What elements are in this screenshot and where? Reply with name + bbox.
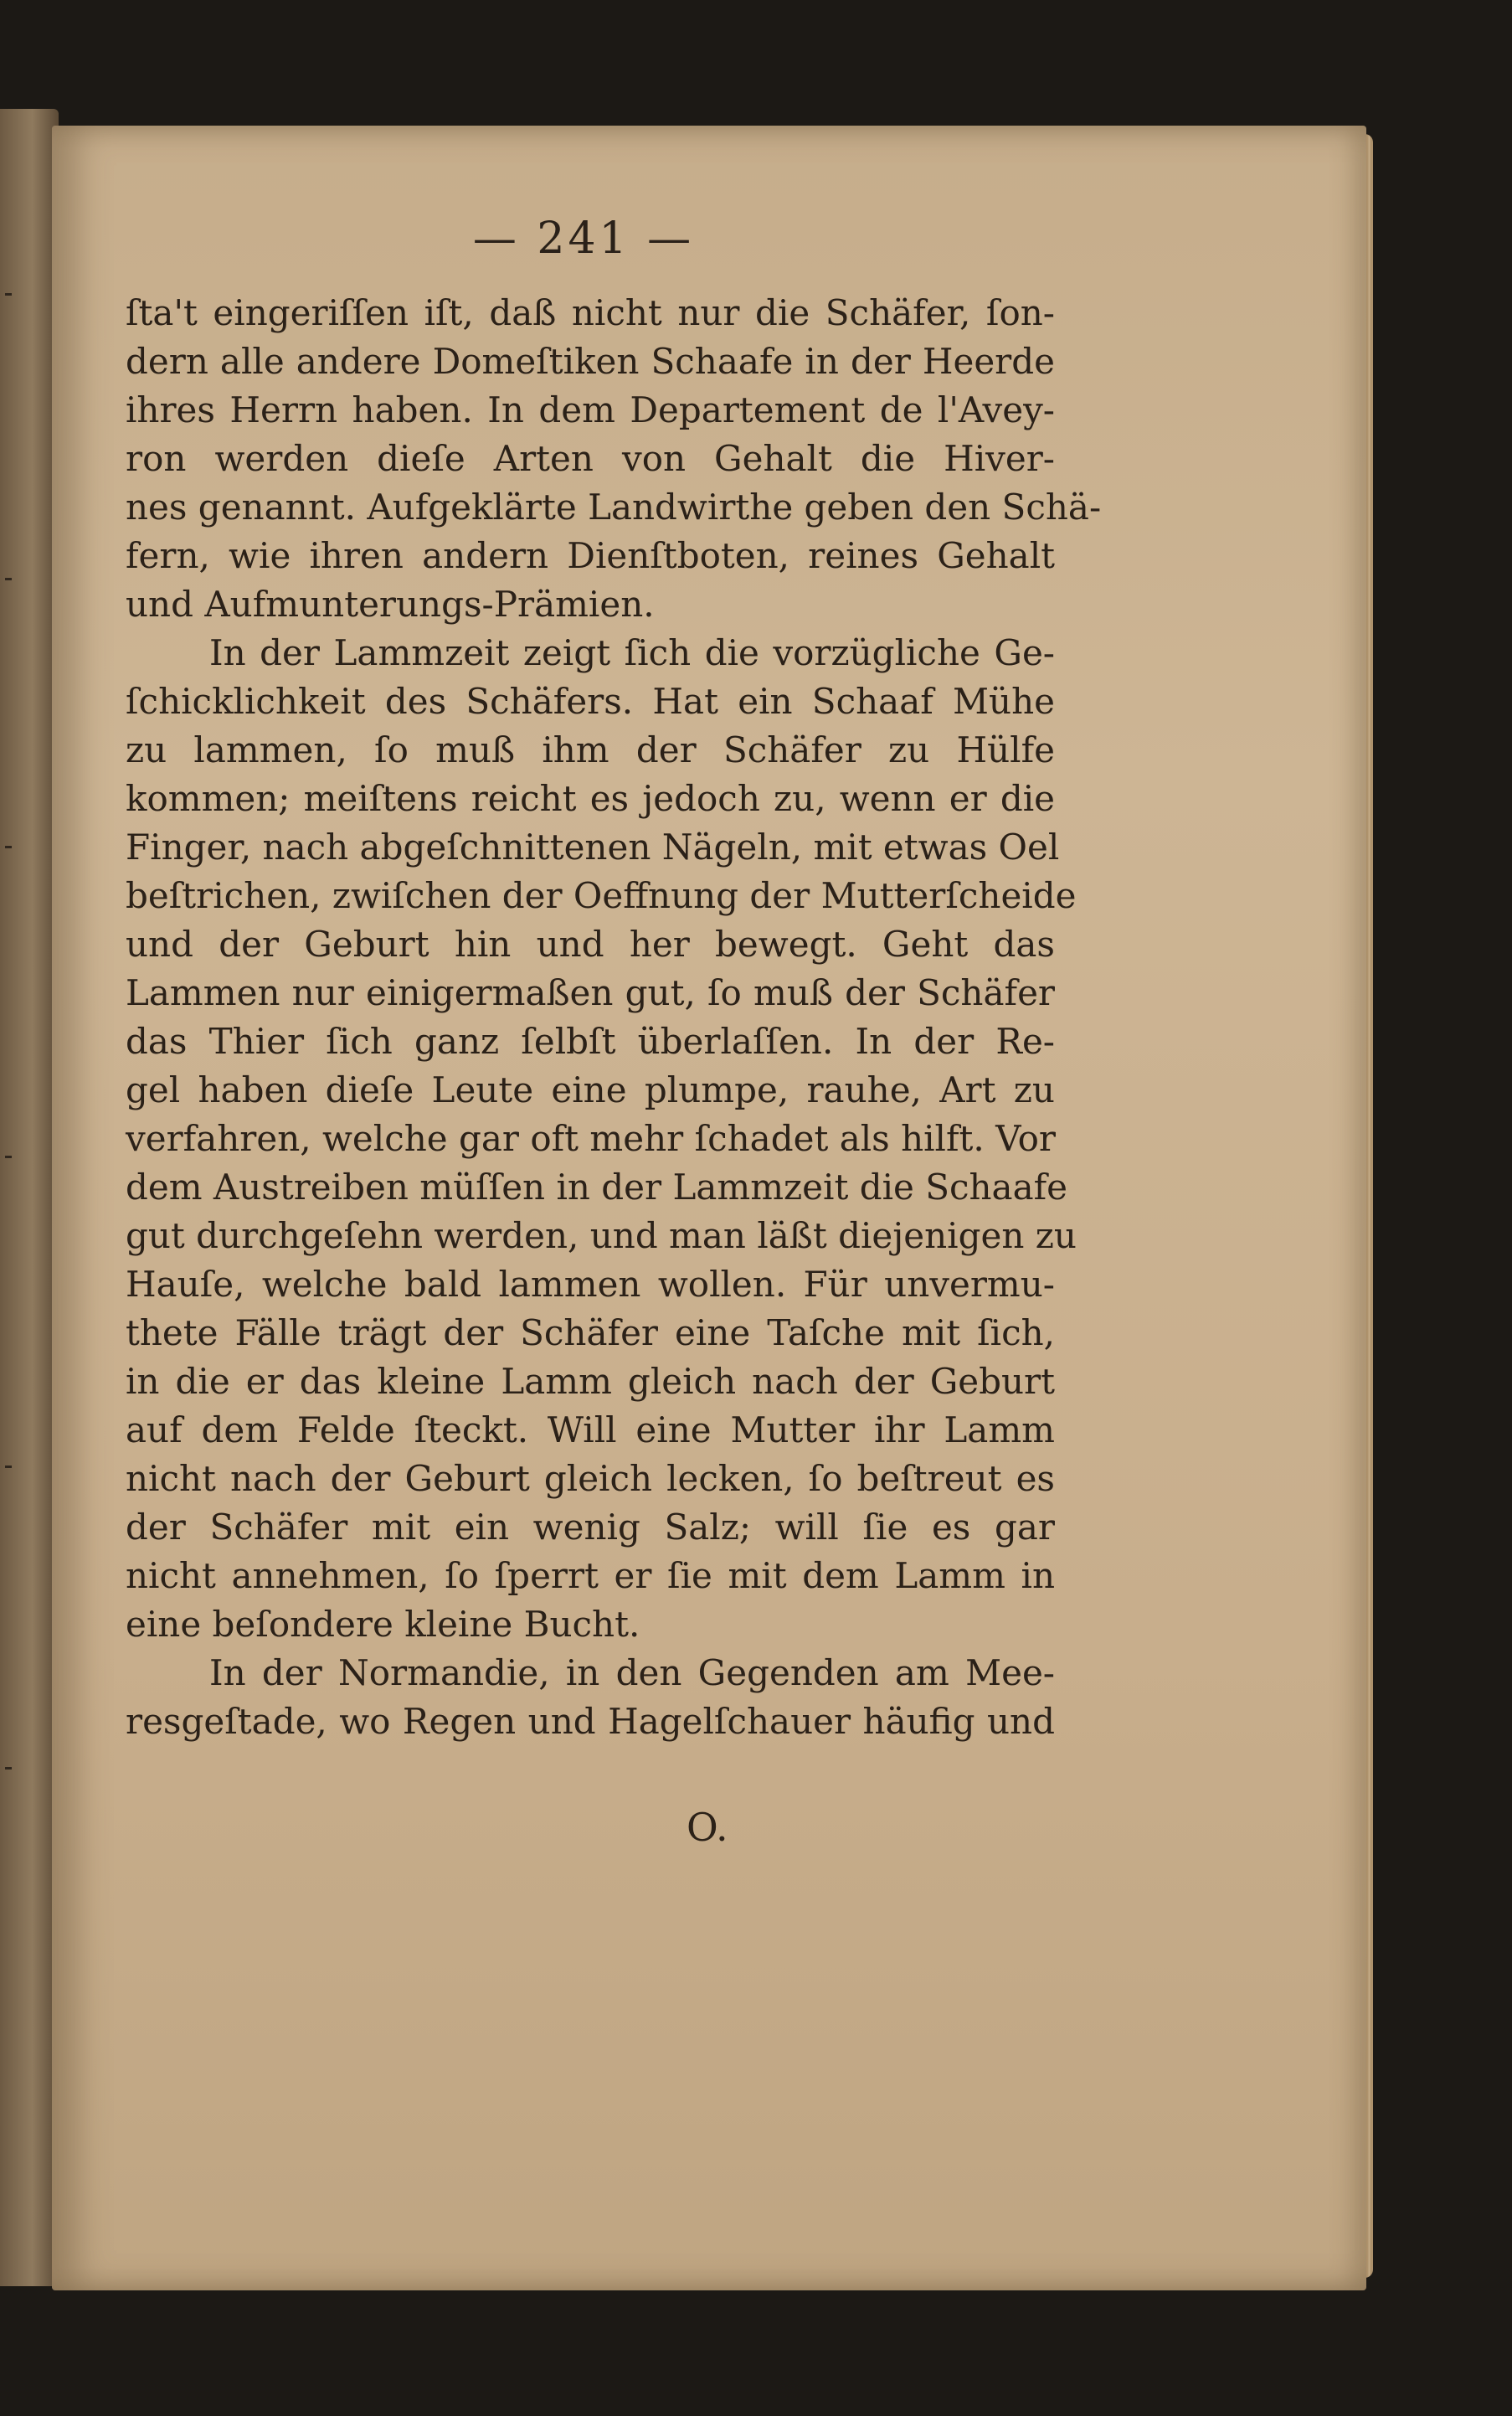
- text-line: nes genannt. Aufgeklärte Landwirthe geben den Schä-: [126, 487, 1102, 528]
- text-line: resgeſtade, wo Regen und Hagelſchauer häufig und: [126, 1701, 1055, 1742]
- text-line: und Aufmunterungs-Prämien.: [126, 584, 655, 625]
- text-line: gut durchgeſehn werden, und man läßt diejenigen zu: [126, 1215, 1077, 1256]
- text-line: fern, wie ihren andern Dienſtboten, reines Gehalt: [126, 535, 1055, 576]
- edge-mark: [5, 846, 12, 848]
- text-line: der Schäfer mit ein wenig Salz; will ſie es gar: [126, 1507, 1055, 1548]
- text-line: kommen; meiſtens reicht es jedoch zu, wenn er die: [126, 778, 1055, 819]
- text-line: beſtrichen, zwiſchen der Oeffnung der Mutterſcheide: [126, 875, 1077, 916]
- text-line: thete Fälle trägt der Schäfer eine Taſche mit ſich,: [126, 1312, 1055, 1353]
- text-line: Finger, nach abgeſchnittenen Nägeln, mit etwas Oel: [126, 827, 1060, 868]
- text-line: Lammen nur einigermaßen gut, ſo muß der Schäfer: [126, 972, 1055, 1013]
- text-line: nicht nach der Geburt gleich lecken, ſo beſtreut es: [126, 1458, 1055, 1499]
- text-line: eine beſondere kleine Bucht.: [126, 1604, 640, 1645]
- text-line: In der Normandie, in den Gegenden am Mee-: [209, 1652, 1055, 1693]
- edge-mark: [5, 1156, 12, 1158]
- text-line: ſchicklichkeit des Schäfers. Hat ein Schaaf Mühe: [126, 681, 1055, 722]
- text-line: das Thier ſich ganz ſelbſt überlaſſen. In der Re-: [126, 1021, 1055, 1062]
- text-line: zu lammen, ſo muß ihm der Schäfer zu Hülfe: [126, 729, 1055, 770]
- edge-mark: [5, 578, 12, 580]
- text-line: ron werden dieſe Arten von Gehalt die Hiver-: [126, 438, 1055, 479]
- page-number-header: — 241 —: [472, 214, 695, 264]
- body-text: [126, 289, 1102, 1746]
- text-line: dem Austreiben müſſen in der Lammzeit die Schaafe: [126, 1167, 1068, 1208]
- text-line: auf dem Felde ſteckt. Will eine Mutter ihr Lamm: [126, 1409, 1055, 1450]
- edge-mark: [5, 1767, 12, 1770]
- text-line: dern alle andere Domeſtiken Schaafe in der Heerde: [126, 341, 1055, 382]
- text-line: gel haben dieſe Leute eine plumpe, rauhe, Art zu: [126, 1069, 1055, 1110]
- left-page-edge: [0, 109, 59, 2286]
- catchword: O.: [687, 1805, 728, 1850]
- text-line: ihres Herrn haben. In dem Departement de l'Avey-: [126, 389, 1055, 430]
- text-line: und der Geburt hin und her bewegt. Geht das: [126, 924, 1055, 965]
- text-line: Hauſe, welche bald lammen wollen. Für unvermu-: [126, 1264, 1055, 1305]
- edge-mark: [5, 293, 12, 296]
- text-line: verfahren, welche gar oft mehr ſchadet als hilft. Vor: [126, 1118, 1056, 1159]
- text-line: In der Lammzeit zeigt ſich die vorzügliche Ge-: [209, 632, 1055, 673]
- text-line: nicht annehmen, ſo ſperrt er ſie mit dem Lamm in: [126, 1555, 1055, 1596]
- text-line: in die er das kleine Lamm gleich nach der Geburt: [126, 1361, 1055, 1402]
- edge-mark: [5, 1466, 12, 1468]
- text-line: ſta't eingeriſſen iſt, daß nicht nur die Schäfer, ſon-: [126, 292, 1055, 333]
